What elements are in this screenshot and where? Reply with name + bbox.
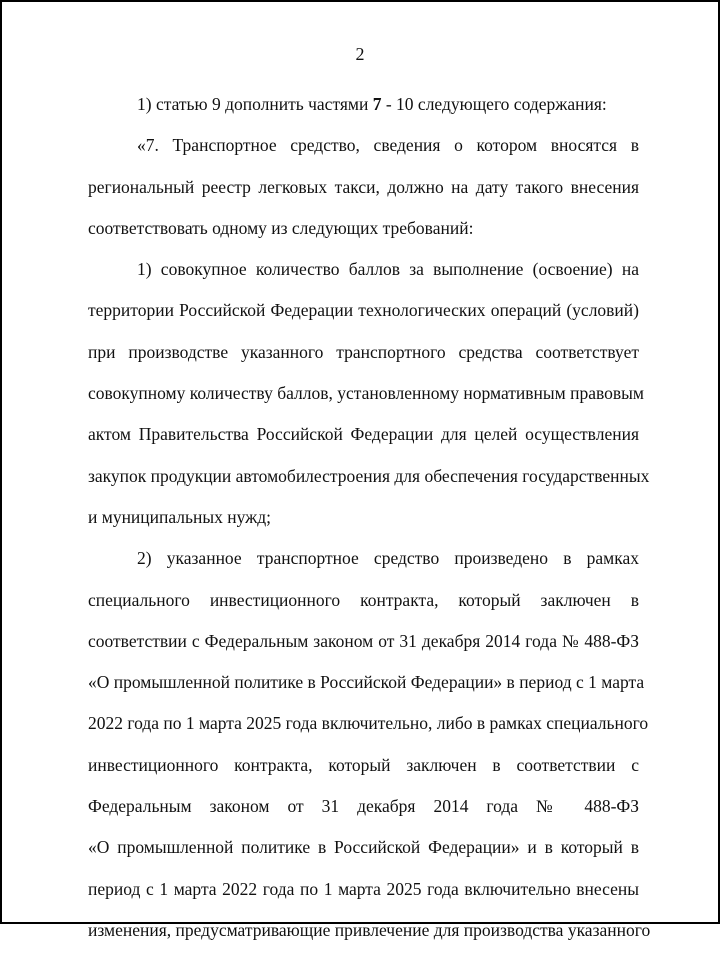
text-line: период с 1 марта 2022 года по 1 марта 2025 года включительно внесены — [88, 878, 639, 899]
text-line: территории Российской Федерации технологических операций (условий) — [88, 300, 639, 321]
text-line: актом Правительства Российской Федерации для целей осуществления — [88, 424, 639, 445]
text-segment: 1) статью 9 дополнить частями — [137, 94, 373, 114]
text-line: 2022 года по 1 марта 2025 года включительно, либо в рамках специального — [88, 713, 649, 734]
text-line: инвестиционного контракта, который заключен в соответствии с — [88, 754, 639, 775]
text-segment: - 10 следующего содержания: — [381, 94, 607, 114]
text-line: соответствовать одному из следующих требований: — [88, 217, 474, 238]
text-line: закупок продукции автомобилестроения для обеспечения государственных — [88, 465, 650, 486]
text-line: изменения, предусматривающие привлечение для производства указанного — [88, 919, 651, 940]
text-line: региональный реестр легковых такси, должно на дату такого внесения — [88, 176, 639, 197]
text-line: «О промышленной политике в Российской Федерации» в период с 1 марта — [88, 672, 645, 693]
text-line: 2) указанное транспортное средство произведено в рамках — [137, 548, 639, 569]
bold-part-number: 7 — [372, 94, 382, 114]
text-line: 1) совокупное количество баллов за выполнение (освоение) на — [137, 259, 639, 280]
text-line: специального инвестиционного контракта, который заключен в — [88, 589, 639, 610]
text-line: совокупному количеству баллов, установленному нормативным правовым — [88, 383, 644, 404]
text-line: и муниципальных нужд; — [88, 506, 272, 527]
text-line: Федеральным законом от 31 декабря 2014 года № 488-ФЗ — [88, 796, 639, 817]
text-line: соответствии с Федеральным законом от 31 декабря 2014 года № 488-ФЗ — [88, 630, 639, 651]
text-line-amendment-intro — [88, 90, 639, 131]
page-number: 2 — [355, 44, 365, 64]
text-line: при производстве указанного транспортного средства соответствует — [88, 341, 639, 362]
document-body — [88, 90, 651, 957]
text-line: «7. Транспортное средство, сведения о котором вносятся в — [137, 135, 639, 156]
text-line: «О промышленной политике в Российской Федерации» и в который в — [88, 837, 639, 858]
